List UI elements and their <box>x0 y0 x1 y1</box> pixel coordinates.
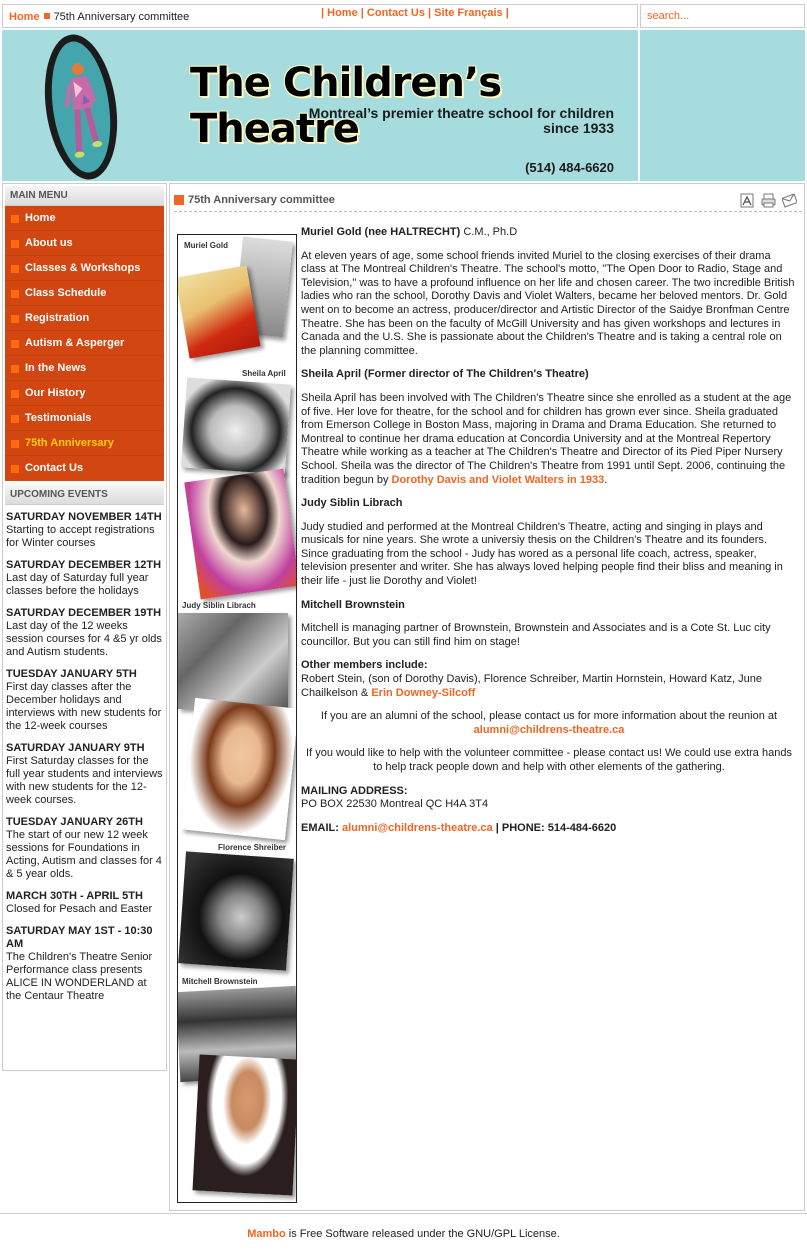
breadcrumb-home-link[interactable]: Home <box>9 11 40 23</box>
event-date: SATURDAY NOVEMBER 14TH <box>6 511 162 523</box>
menu-item-label: Classes & Workshops <box>25 262 141 274</box>
mambo-link[interactable]: Mambo <box>247 1228 286 1240</box>
event-description: Closed for Pesach and Easter <box>6 903 153 915</box>
top-link-contact[interactable]: Contact Us <box>366 7 425 19</box>
top-links: | Home | Contact Us | Site Français | <box>321 7 509 19</box>
search-input[interactable] <box>641 5 804 27</box>
photo-mitchell <box>193 1054 297 1195</box>
email-icon[interactable] <box>781 192 798 209</box>
mailing-label: MAILING ADDRESS: <box>301 784 408 797</box>
menu-item-label: Class Schedule <box>25 287 107 299</box>
upcoming-events-heading: UPCOMING EVENTS <box>5 485 164 505</box>
menu-item-label: Home <box>25 212 56 224</box>
contact-phone: PHONE: 514-484-6620 <box>501 821 617 834</box>
events-list <box>3 505 166 1018</box>
event-item <box>6 559 163 598</box>
event-item <box>6 607 163 659</box>
menu-bullet-icon <box>11 265 19 273</box>
menu-item-testimonials[interactable] <box>5 406 164 431</box>
menu-bullet-icon <box>11 340 19 348</box>
top-link-french[interactable]: Site Français <box>434 7 503 19</box>
subtitle-line-2: since 1933 <box>543 120 614 136</box>
menu-item-about-us[interactable] <box>5 231 164 256</box>
title-bullet-icon <box>174 195 184 205</box>
sidebar <box>2 183 167 1071</box>
breadcrumb-separator-icon <box>44 13 50 19</box>
founders-link[interactable]: Dorothy Davis and Violet Walters in 1933 <box>391 473 605 486</box>
article-tools <box>739 192 798 209</box>
jester-logo[interactable] <box>36 30 126 181</box>
menu-item-autism-asperger[interactable] <box>5 331 164 356</box>
muriel-heading: Muriel Gold (nee HALTRECHT) <box>301 226 461 238</box>
judy-bio: Judy studied and performed at the Montreal Children's Theatre, acting and singing in plays and musicals for nine years. She wrote a universiy thesis on the Children's Theatre and its founders. Since graduating from the school - Judy has wored as a personal life coach, actress, speaker, television presenter and writer. She has always loved helping people find their bliss and meaning in their life - just lie Dorothy and Violet! <box>301 520 783 588</box>
breadcrumb <box>9 11 189 23</box>
sheila-bio: Sheila April has been involved with The Children's Theatre since she enrolled as a student at the age of five. Her love for theatre, for the school and for children has grown ever since. Sheila graduated from Emerson College in Boston Mass, majoring in Drama and Drama Education. She returned to Montreal to continue her drama education at Concordia University and at the Montreal Repertory Theatre while working as a teacher at The Children's Theatre and Director of its Pied Piper Nursery School. Sheila was the director of The Children's Theatre from 1991 until Sept. 2006, continuing the tradition begun by <box>301 391 792 486</box>
jester-icon <box>58 57 104 160</box>
photo-label-muriel: Muriel Gold <box>184 241 228 250</box>
alumni-email-link[interactable]: alumni@childrens-theatre.ca <box>473 723 625 736</box>
judy-heading: Judy Siblin Librach <box>301 497 403 510</box>
pdf-icon[interactable] <box>739 192 756 209</box>
alumni-text: If you are an alumni of the school, please contact us for more information about the reunion at <box>320 710 778 723</box>
menu-item-label: Our History <box>25 387 86 399</box>
menu-bullet-icon <box>11 290 19 298</box>
menu-item-75th-anniversary[interactable] <box>5 431 164 456</box>
footer-text: is Free Software released under the GNU/GPL License. <box>285 1228 560 1240</box>
menu-bullet-icon <box>11 365 19 373</box>
event-date: TUESDAY JANUARY 26TH <box>6 816 143 828</box>
search-box <box>640 4 805 28</box>
menu-bullet-icon <box>11 315 19 323</box>
photo-label-mitchell: Mitchell Brownstein <box>182 977 258 986</box>
menu-item-label: Contact Us <box>25 462 84 474</box>
event-description: First day classes after the December holidays and interviews with new students for the 12-week courses <box>6 681 162 732</box>
menu-bullet-icon <box>11 215 19 223</box>
event-description: The start of our new 12 week sessions for Foundations in Acting, Autism and classes for 4 & 5 year olds. <box>6 829 162 880</box>
event-item <box>6 742 163 807</box>
mailing-address: PO BOX 22530 Montreal QC H4A 3T4 <box>301 798 489 811</box>
menu-item-label: About us <box>25 237 73 249</box>
main-content <box>169 183 805 1211</box>
photo-judy-current <box>181 698 297 840</box>
event-date: SATURDAY DECEMBER 19TH <box>6 607 162 619</box>
photo-sheila <box>181 377 291 474</box>
event-description: The Children's Theatre Senior Performance class presents ALICE IN WONDERLAND at the Centaur Theatre <box>6 951 153 1002</box>
photo-florence <box>178 851 294 970</box>
content-title: 75th Anniversary committee <box>188 194 335 206</box>
menu-bullet-icon <box>11 415 19 423</box>
menu-item-label: 75th Anniversary <box>25 437 114 449</box>
menu-item-label: Autism & Asperger <box>25 337 125 349</box>
event-item <box>6 816 163 881</box>
main-menu <box>5 206 164 481</box>
photo-judy-young <box>178 613 288 709</box>
site-subtitle <box>309 106 614 136</box>
event-date: MARCH 30TH - APRIL 5TH <box>6 890 143 902</box>
others-heading: Other members include: <box>301 659 428 672</box>
top-link-home[interactable]: Home <box>327 7 358 19</box>
menu-item-label: Testimonials <box>25 412 92 424</box>
event-item <box>6 890 163 916</box>
email-label: EMAIL: <box>301 821 342 834</box>
banner-phone: (514) 484-6620 <box>525 160 614 175</box>
phone-separator: | <box>492 821 502 834</box>
photo-muriel <box>177 265 261 358</box>
menu-bullet-icon <box>11 465 19 473</box>
banner <box>2 30 638 181</box>
event-date: SATURDAY JANUARY 9TH <box>6 742 145 754</box>
event-date: SATURDAY MAY 1ST - 10:30 AM <box>6 925 153 950</box>
banner-right-panel <box>640 30 805 181</box>
event-description: Last day of Saturday full year classes before the holidays <box>6 572 149 597</box>
photo-label-judy: Judy Siblin Librach <box>182 601 256 610</box>
menu-bullet-icon <box>11 240 19 248</box>
event-item <box>6 925 163 1003</box>
event-item <box>6 668 163 733</box>
committee-photo-strip <box>177 234 297 1203</box>
menu-item-home[interactable] <box>5 206 164 231</box>
event-date: TUESDAY JANUARY 5TH <box>6 668 137 680</box>
photo-judy <box>184 469 297 600</box>
menu-item-our-history[interactable] <box>5 381 164 406</box>
others-text: Robert Stein, (son of Dorothy Davis), Florence Schreiber, Martin Hornstein, Howard Katz, June Chailkelson & <box>301 673 762 699</box>
event-description: Starting to accept registrations for Winter courses <box>6 524 155 549</box>
muriel-suffix: C.M., Ph.D <box>460 226 518 238</box>
contact-email-link[interactable]: alumni@childrens-theatre.ca <box>341 821 493 834</box>
volunteer-text: If you would like to help with the volunteer committee - please contact us! We could use extra hands to help track people down and help with other elements of the gathering. <box>306 747 792 773</box>
event-item <box>6 511 163 550</box>
mitchell-heading: Mitchell Brownstein <box>301 598 405 611</box>
photo-label-florence: Florence Shreiber <box>218 843 287 852</box>
menu-item-contact-us[interactable] <box>5 456 164 481</box>
mitchell-bio: Mitchell is managing partner of Brownstein, Brownstein and Associates and is a Cote St. Luc city councillor. But you can still find him on stage! <box>301 622 771 648</box>
menu-item-registration[interactable] <box>5 306 164 331</box>
footer <box>0 1213 807 1256</box>
content-header <box>174 192 802 212</box>
site-title: The Children’s Theatre <box>190 60 502 152</box>
menu-item-label: In the News <box>25 362 87 374</box>
menu-item-classes-workshops[interactable] <box>5 256 164 281</box>
article-body: Muriel Gold (nee HALTRECHT) C.M., Ph.D At eleven years of age, some school friends invited Muriel to the closing exercises of their drama class at The Montreal Children's Theatre. The school's motto, "The Open Door to Radio, Stage and Television," was to have a profound influence on her life and chosen career. The two incredible British ladies who ran the school, Dorothy Davis and Violet Walters, became her beloved mentors. Dr. Gold went on to become an actress, producer/director and Artistic Director of the Saidye Bronfman Centre Theatre. She has been on the faculty of McGill University and has given workshops and lectures in Canada and the U.S. She is passionate about the Children's Theatre and is taking a central role on the planning committee. Sheila April (Former director of The Children's Theatre) Sheila April has been involved with The Children's Theatre since she enrolled as a student at the age of five. Her love for theatre, for the school and for children has grown ever since. Sheila graduated from Emerson College in Boston Mass, majoring in Drama and Drama Education. She returned to Montreal to continue her drama education at Concordia University and at the Montreal Repertory Theatre while working as a teacher at The Children's Theatre and Director of its Pied Piper Nursery School. Sheila was the director of The Children's Theatre from 1991 until Sept. 2006, continuing the tradition begun by Dorothy Davis and Violet Walters in 1933. Judy Siblin Librach Judy studied and performed at the Montreal Children's Theatre, acting and singing in plays and musicals for nine years. She wrote a universiy thesis on the Children's Theatre and its founders. Since graduating from the school - Judy has wored as a personal life coach, actress, speaker, television presenter and writer. She has always loved helping people find their bliss and meaning in their life - just lie Dorothy and Violet! Mitchell Brownstein Mitchell is managing partner of Brownstein, Brownstein and Associates and is a Cote St. Luc city councillor. But you can still find him on stage! Other members include: Robert Stein, (son of Dorothy Davis), Florence Schreiber, Martin Hornstein, Howard Katz, June Chailkelson & Erin Downey-Silcoff If you are an alumni of the school, please contact us for more information about the reunion at alumni@childrens-theatre.ca If you would like to help with the volunteer committee - please contact us! We could use extra hands to help track people down and help with other elements of the gathering. MAILING ADDRESS: PO BOX 22530 Montreal QC H4A 3T4 EMAIL: alumni@childrens-theatre.ca | PHONE: 514-484-6620 <box>301 226 797 845</box>
menu-item-label: Registration <box>25 312 90 324</box>
menu-bullet-icon <box>11 440 19 448</box>
sheila-heading: Sheila April (Former director of The Children's Theatre) <box>301 368 589 381</box>
subtitle-line-1: Montreal’s premier theatre school for children <box>308 105 614 121</box>
breadcrumb-current: 75th Anniversary committee <box>53 11 190 23</box>
menu-item-class-schedule[interactable] <box>5 281 164 306</box>
muriel-bio: At eleven years of age, some school friends invited Muriel to the closing exercises of their drama class at The Montreal Children's Theatre. The school's motto, "The Open Door to Radio, Stage and Television," was to have a profound influence on her life and chosen career. The two incredible British ladies who ran the school, Dorothy Davis and Violet Walters, became her beloved mentors. Dr. Gold went on to become an actress, producer/director and Artistic Director of the Saidye Bronfman Centre Theatre. She has been on the faculty of McGill University and has given workshops and lectures in Canada and the U.S. She is passionate about the Children's Theatre and is taking a central role on the planning committee. <box>301 249 795 357</box>
menu-item-in-the-news[interactable] <box>5 356 164 381</box>
photo-label-sheila: Sheila April <box>242 369 286 378</box>
top-bar <box>2 4 638 28</box>
event-description: First Saturday classes for the full year students and interviews with new students for the 12-week courses. <box>6 755 163 806</box>
menu-bullet-icon <box>11 390 19 398</box>
event-date: SATURDAY DECEMBER 12TH <box>6 559 162 571</box>
event-description: Last day of the 12 weeks session courses for 4 &5 yr olds and Autism students. <box>6 620 162 658</box>
print-icon[interactable] <box>760 192 777 209</box>
erin-link[interactable]: Erin Downey-Silcoff <box>371 686 476 699</box>
main-menu-heading: MAIN MENU <box>5 186 164 206</box>
